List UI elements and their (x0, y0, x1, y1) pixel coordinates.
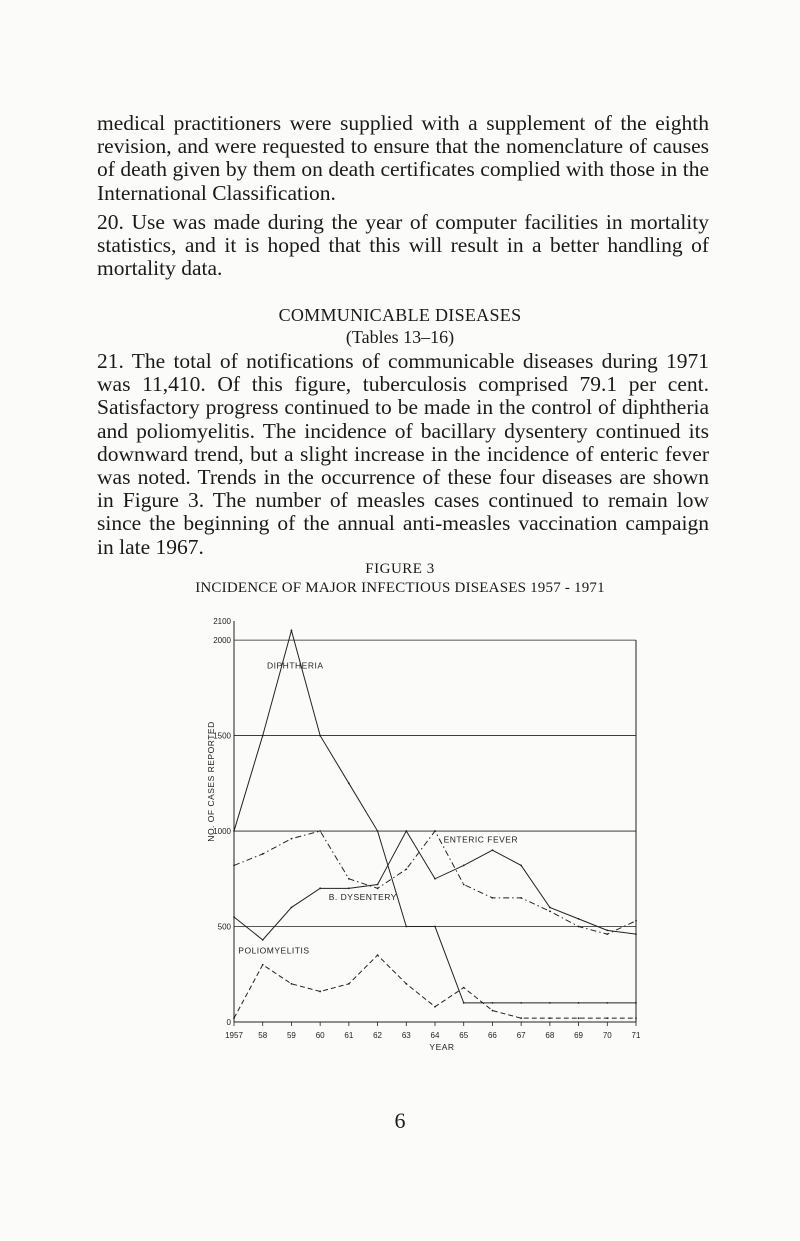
y-tick-label: 2100 (213, 617, 231, 626)
y-tick-label: 0 (226, 1018, 231, 1027)
series-poliomyelitis-point (520, 1017, 522, 1019)
series-label-b-dysentery: B. DYSENTERY (328, 891, 397, 902)
x-tick-label: 60 (315, 1031, 325, 1040)
series-enteric-fever-point (377, 887, 379, 889)
series-enteric-fever-point (606, 933, 608, 935)
y-tick-label: 500 (217, 922, 231, 932)
x-tick-label: 71 (631, 1031, 641, 1040)
series-enteric-fever-point (291, 838, 293, 840)
figure-title: INCIDENCE OF MAJOR INFECTIOUS DISEASES 1957 - 1971 (195, 580, 605, 596)
x-tick-label: 66 (487, 1031, 497, 1040)
series-diphtheria-point (578, 1002, 580, 1004)
series-enteric-fever-point (635, 920, 637, 922)
series-poliomyelitis-line (234, 955, 636, 1018)
series-b-dysentery-point (463, 865, 465, 867)
series-poliomyelitis-point (434, 1006, 436, 1008)
series-enteric-fever-point (405, 868, 407, 870)
series-diphtheria-point (233, 830, 235, 832)
paragraph-21: 21. The total of notifications of communicable diseases during 1971 was 11,410. Of this figure, tuberculosis comprised 79.1 per cent. Satisfactory progress continued to be made in the control of diphtheria and poliomyelitis. The incidence of bacillary dysentery continued its downward trend, but a slight increase in the incidence of enteric fever was noted. Trends in the occurrence of these four diseases are shown in Figure 3. The number of measles cases continued to remain low since the beginning of the annual anti-measles vaccination campaign in late 1967. (97, 349, 709, 559)
series-b-dysentery-point (635, 933, 637, 935)
series-enteric-fever-point (492, 897, 494, 899)
x-tick-label: 68 (545, 1031, 555, 1040)
series-enteric-fever-point (578, 926, 580, 928)
x-tick-label: 63 (401, 1031, 411, 1040)
series-poliomyelitis-point (291, 983, 293, 985)
series-enteric-fever-point (233, 865, 235, 867)
series-enteric-fever-point (549, 910, 551, 912)
series-label-poliomyelitis: POLIOMYELITIS (238, 945, 310, 956)
series-diphtheria-point (434, 926, 436, 928)
x-tick-label: 65 (459, 1031, 469, 1040)
section-subheading: (Tables 13–16) (345, 327, 455, 347)
series-poliomyelitis-point (319, 991, 321, 993)
series-b-dysentery-point (492, 849, 494, 851)
paragraph-intro: medical practitioners were supplied with a supplement of the eighth revision, and were requested to ensure that the nomenclature of causes of death given by them on death certificates complied with those in the International Classification. (97, 111, 709, 205)
series-enteric-fever-point (434, 830, 436, 832)
series-diphtheria-point (463, 1002, 465, 1004)
series-diphtheria-point (348, 782, 350, 784)
series-poliomyelitis-point (463, 987, 465, 989)
series-diphtheria-point (319, 735, 321, 737)
series-poliomyelitis-point (233, 1017, 235, 1019)
series-enteric-fever-point (520, 897, 522, 899)
paragraph-20: 20. Use was made during the year of computer facilities in mortality statistics, and it is hoped that this will result in a better handling of mortality data. (97, 210, 709, 281)
series-diphtheria-point (606, 1002, 608, 1004)
series-diphtheria-point (635, 1002, 637, 1004)
x-tick-label: 59 (286, 1031, 296, 1040)
series-poliomyelitis-point (262, 964, 264, 966)
series-diphtheria-point (549, 1002, 551, 1004)
series-diphtheria-point (405, 926, 407, 928)
x-tick-label: 1957 (225, 1031, 243, 1040)
series-b-dysentery-point (520, 865, 522, 867)
series-poliomyelitis-point (549, 1017, 551, 1019)
series-enteric-fever-point (463, 884, 465, 886)
series-b-dysentery-point (377, 884, 379, 886)
series-b-dysentery-point (262, 939, 264, 941)
series-poliomyelitis-point (492, 1010, 494, 1012)
y-tick-label: 2000 (213, 636, 231, 646)
series-poliomyelitis-point (606, 1017, 608, 1019)
x-tick-label: 67 (516, 1031, 526, 1040)
series-enteric-fever-point (348, 878, 350, 880)
series-diphtheria-point (377, 830, 379, 832)
series-poliomyelitis-point (405, 983, 407, 985)
x-tick-label: 64 (430, 1031, 440, 1040)
y-tick-label: 1000 (213, 827, 231, 837)
x-tick-label: 58 (258, 1031, 268, 1040)
y-axis-title: NO. OF CASES REPORTED (206, 721, 216, 842)
series-b-dysentery-point (348, 887, 350, 889)
series-b-dysentery-point (606, 929, 608, 931)
series-b-dysentery-point (434, 878, 436, 880)
series-poliomyelitis-point (635, 1017, 637, 1019)
page-number: 6 (394, 1108, 406, 1133)
x-tick-label: 69 (574, 1031, 584, 1040)
series-label-diphtheria: DIPHTHERIA (267, 660, 324, 671)
series-enteric-fever-point (262, 853, 264, 855)
x-tick-label: 70 (602, 1031, 612, 1040)
series-b-dysentery-point (405, 830, 407, 832)
series-diphtheria-point (291, 630, 293, 632)
series-label-enteric-fever: ENTERIC FEVER (443, 834, 519, 845)
series-poliomyelitis-point (348, 983, 350, 985)
series-poliomyelitis-point (578, 1017, 580, 1019)
series-enteric-fever-line (234, 831, 636, 934)
series-b-dysentery-line (234, 831, 636, 940)
x-tick-label: 62 (373, 1031, 383, 1040)
series-enteric-fever-point (319, 830, 321, 832)
series-poliomyelitis-point (377, 954, 379, 956)
y-tick-label: 1500 (213, 731, 231, 741)
x-axis-title: YEAR (429, 1042, 455, 1052)
series-diphtheria-point (520, 1002, 522, 1004)
series-b-dysentery-point (549, 907, 551, 909)
series-b-dysentery-point (319, 887, 321, 889)
series-b-dysentery-point (291, 907, 293, 909)
x-tick-label: 61 (344, 1031, 354, 1040)
section-heading: COMMUNICABLE DISEASES (278, 305, 522, 325)
figure-label: FIGURE 3 (365, 561, 435, 577)
series-b-dysentery-point (233, 916, 235, 918)
series-diphtheria-point (262, 735, 264, 737)
series-b-dysentery-point (578, 918, 580, 920)
series-diphtheria-point (492, 1002, 494, 1004)
